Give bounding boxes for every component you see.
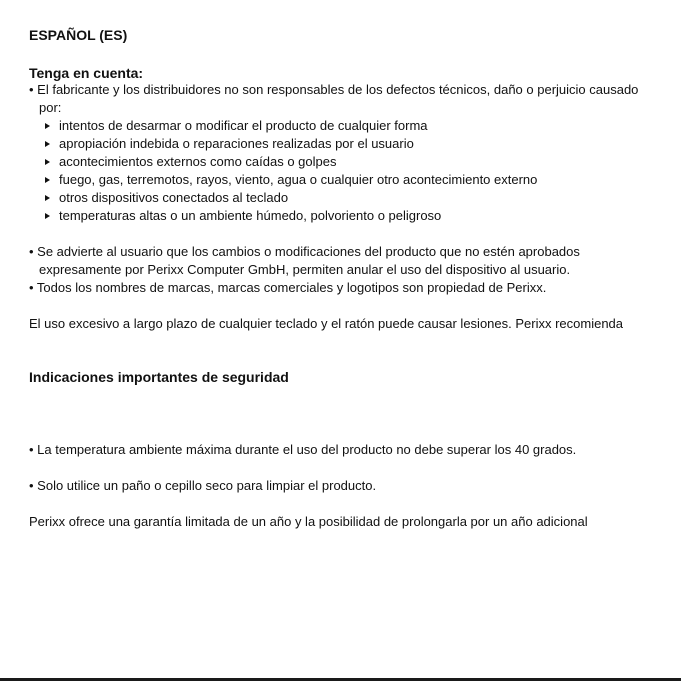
list-item-text: otros dispositivos conectados al teclado [59,190,289,205]
list-item-text: intentos de desarmar o modificar el producto de cualquier forma [59,118,428,133]
list-item-text: apropiación indebida o reparaciones realizadas por el usuario [59,136,414,151]
safety-heading: Indicaciones importantes de seguridad [29,369,289,385]
safety-line-1: • La temperatura ambiente máxima durante el uso del producto no debe superar los 40 grados. [29,442,577,457]
note-heading: Tenga en cuenta: [29,65,144,81]
language-title: ESPAÑOL (ES) [29,27,128,43]
warranty-text: Perixx ofrece una garantía limitada de un año y la posibilidad de prolongarla por un año adicional [29,514,588,529]
list-item-text: temperaturas altas o un ambiente húmedo, polvoriento o peligroso [59,208,442,223]
excessive-use-text: El uso excesivo a largo plazo de cualquier teclado y el ratón puede causar lesiones. Perixx recomienda [29,316,624,331]
triangle-bullet-icon [45,123,50,129]
warning-line-1b: expresamente por Perixx Computer GmbH, permiten anular el uso del dispositivo al usuario. [39,262,571,277]
liability-intro-line-2: por: [39,100,62,115]
list-item-text: fuego, gas, terremotos, rayos, viento, agua o cualquier otro acontecimiento externo [59,172,538,187]
warning-line-1a: • Se advierte al usuario que los cambios o modificaciones del producto que no estén aprobados [29,244,580,259]
liability-intro-line-1: • El fabricante y los distribuidores no son responsables de los defectos técnicos, daño o perjuicio causado [29,82,639,97]
triangle-bullet-icon [45,177,50,183]
triangle-bullet-icon [45,141,50,147]
safety-line-2: • Solo utilice un paño o cepillo seco para limpiar el producto. [29,478,377,493]
warning-line-2: • Todos los nombres de marcas, marcas comerciales y logotipos son propiedad de Perixx. [29,280,547,295]
triangle-bullet-icon [45,195,50,201]
triangle-bullet-icon [45,159,50,165]
list-item-text: acontecimientos externos como caídas o golpes [59,154,337,169]
triangle-bullet-icon [45,213,50,219]
